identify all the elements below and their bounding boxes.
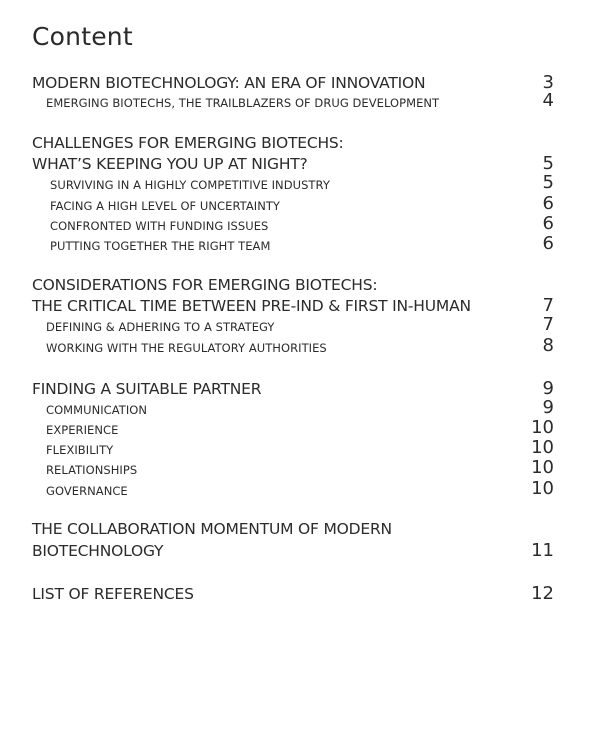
- toc-entry-modern-biotechnology: [0, 74, 589, 94]
- toc-subentry-page: 5: [542, 172, 554, 193]
- toc-subentry-label: SURVIVING IN A HIGHLY COMPETITIVE INDUSTRY: [50, 178, 330, 192]
- toc-subentry-page: 10: [531, 437, 554, 458]
- toc-subentry-label: COMMUNICATION: [46, 403, 148, 417]
- toc-subentry-label: FLEXIBILITY: [46, 443, 114, 457]
- toc-subentry-label: GOVERNANCE: [46, 484, 128, 498]
- toc-entry-label: WHAT’S KEEPING YOU UP AT NIGHT?: [32, 155, 308, 173]
- toc-entry-page: 3: [542, 72, 554, 93]
- toc-subentry-label: PUTTING TOGETHER THE RIGHT TEAM: [50, 239, 271, 253]
- toc-subentry-regulatory: [0, 335, 589, 361]
- toc-entry-references: [0, 585, 589, 605]
- toc-subentry-emerging-biotechs: [0, 90, 589, 116]
- toc-entry-label: MODERN BIOTECHNOLOGY: AN ERA OF INNOVATION: [32, 74, 426, 92]
- toc-entry-challenges-line1: [0, 134, 589, 154]
- toc-subentry-communication: [0, 397, 589, 423]
- toc-entry-page: 9: [542, 378, 554, 399]
- toc-subentry-experience: [0, 417, 589, 443]
- toc-subentry-page: 6: [542, 213, 554, 234]
- toc-subentry-page: 8: [542, 335, 554, 356]
- toc-subentry-funding: [0, 213, 589, 239]
- toc-subentry-page: 7: [542, 314, 554, 335]
- toc-entry-considerations-line1: [0, 276, 589, 296]
- toc-entry-page: 7: [542, 295, 554, 316]
- toc-subentry-page: 10: [531, 478, 554, 499]
- toc-entry-label: FINDING A SUITABLE PARTNER: [32, 380, 262, 398]
- toc-subentry-page: 9: [542, 397, 554, 418]
- toc-entry-collaboration-line2: [0, 542, 589, 562]
- toc-subentry-page: 4: [542, 90, 554, 111]
- toc-entry-label: THE CRITICAL TIME BETWEEN PRE-IND & FIRST IN-HUMAN: [32, 297, 471, 315]
- toc-subentry-label: CONFRONTED WITH FUNDING ISSUES: [50, 219, 269, 233]
- toc-entry-label: BIOTECHNOLOGY: [32, 542, 164, 560]
- toc-entry-page: 12: [531, 583, 554, 604]
- toc-entry-label: LIST OF REFERENCES: [32, 585, 194, 603]
- toc-subentry-strategy: [0, 314, 589, 340]
- toc-entry-page: 5: [542, 153, 554, 174]
- toc-entry-collaboration-line1: [0, 520, 589, 540]
- toc-subentry-flexibility: [0, 437, 589, 463]
- toc-subentry-label: RELATIONSHIPS: [46, 463, 138, 477]
- toc-subentry-page: 6: [542, 193, 554, 214]
- toc-subentry-label: FACING A HIGH LEVEL OF UNCERTAINTY: [50, 199, 280, 213]
- toc-entry-page: 11: [531, 540, 554, 561]
- toc-subentry-page: 10: [531, 417, 554, 438]
- toc-subentry-label: WORKING WITH THE REGULATORY AUTHORITIES: [46, 341, 327, 355]
- toc-subentry-page: 10: [531, 457, 554, 478]
- toc-entry-challenges-line2: [0, 155, 589, 175]
- page-title: Content: [32, 22, 133, 51]
- toc-entry-considerations-line2: [0, 297, 589, 317]
- toc-subentry-label: EMERGING BIOTECHS, THE TRAILBLAZERS OF DRUG DEVELOPMENT: [46, 96, 440, 110]
- toc-subentry-uncertainty: [0, 193, 589, 219]
- toc-entry-partner: [0, 380, 589, 400]
- toc-subentry-page: 6: [542, 233, 554, 254]
- toc-subentry-governance: [0, 478, 589, 504]
- toc-entry-label: CONSIDERATIONS FOR EMERGING BIOTECHS:: [32, 276, 378, 294]
- toc-subentry-label: DEFINING & ADHERING TO A STRATEGY: [46, 320, 275, 334]
- toc-entry-label: CHALLENGES FOR EMERGING BIOTECHS:: [32, 134, 344, 152]
- toc-subentry-team: [0, 233, 589, 259]
- toc-subentry-label: EXPERIENCE: [46, 423, 119, 437]
- toc-subentry-surviving: [0, 172, 589, 198]
- toc-entry-label: THE COLLABORATION MOMENTUM OF MODERN: [32, 520, 392, 538]
- toc-subentry-relationships: [0, 457, 589, 483]
